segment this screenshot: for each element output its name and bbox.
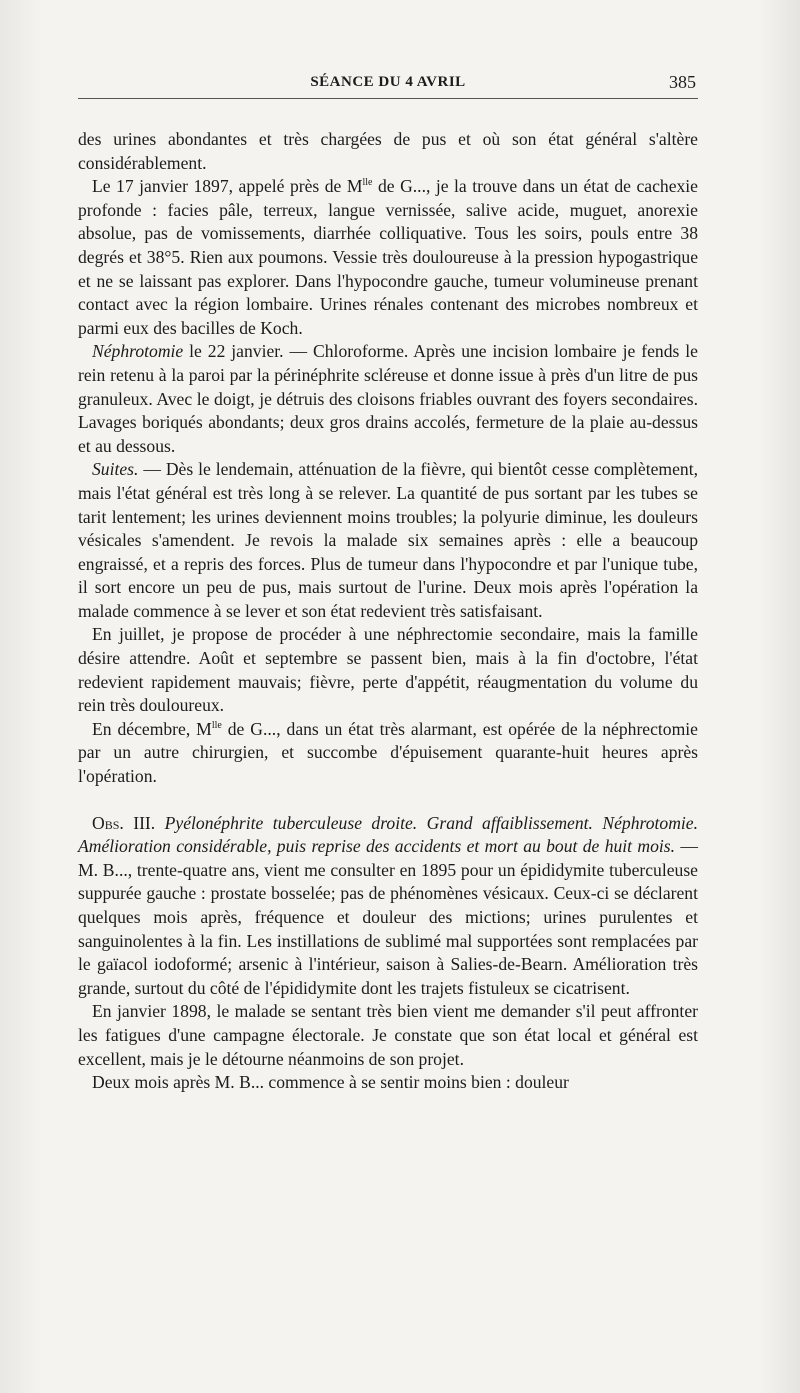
paragraph-text: Le 17 janvier 1897, appelé près de M (92, 176, 363, 197)
paragraph-text: En juillet, je propose de procéder à une néphrectomie secondaire, mais la famille désire attendre. Août et septembre se passent bien, mais à la fin d'octobre, l'état redevient rapidement mauvais; fièvre, perte d'appétit, réaugmentation du volume du rein très douloureux. (78, 624, 698, 716)
paragraph (78, 1000, 698, 1071)
paragraph-text: En janvier 1898, le malade se sentant très bien vient me demander s'il peut affronter les fatigues d'une campagne électorale. Je constate que son état local et général est excellent, mais je le détourne néanmoins de son projet. (78, 1001, 698, 1069)
paragraph-text: En décembre, M (92, 718, 212, 739)
paragraph (78, 1071, 698, 1095)
observation-paragraph (78, 812, 698, 1001)
paragraph-text: le 22 janvier. — Chloroforme. Après une incision lombaire je fends le rein retenu à la paroi par la périnéphrite scléreuse et donne issue à près d'un litre de pus granuleux. Avec le doigt, je détruis des cloisons friables ouvrant des foyers secondaires. Lavages boriqués abondants; deux gros drains accolés, fermeture de la plaie au-dessus et au dessous. (78, 341, 698, 456)
paragraph-text: des urines abondantes et très chargées de pus et où son état général s'altère considérablement. (78, 129, 698, 173)
body-text (78, 128, 698, 1095)
running-header (78, 72, 698, 99)
paragraph (78, 175, 698, 340)
observation-title: Pyélonéphrite tuberculeuse droite. Grand affaiblissement. Néphrotomie. Amélioration considérable, puis reprise des accidents et mort au bout de huit mois. (78, 812, 699, 857)
header-title: SÉANCE DU 4 AVRIL (310, 74, 466, 90)
paragraph (78, 340, 698, 458)
paragraph (78, 128, 698, 175)
superscript: lle (211, 719, 222, 731)
superscript: lle (362, 177, 373, 189)
paragraph-text: — M. B..., trente-quatre ans, vient me consulter en 1895 pour un épididymite tuberculeuse suppurée gauche : prostate bosselée; pas de phénomènes vésicaux. Ceux-ci se déclarent quelques mois après, fréquence et douleur des mictions; urines purulentes et sanguinolentes à la fin. Les instillations de sublimé mal supportées sont remplacées par le gaïacol iodoformé; arsenic à l'intérieur, saison à Salies-de-Bearn. Amélioration très grande, surtout du côté de l'épididymite dont les trajets fistuleux se cicatrisent. (78, 836, 698, 998)
paragraph (78, 623, 698, 717)
paragraph (78, 718, 698, 789)
italic-lead: Néphrotomie (92, 341, 184, 362)
paragraph-text: de G..., dans un état très alarmant, est opérée de la néphrectomie par un autre chirurgien, et succombe d'épuisement quarante-huit heures après l'opération. (78, 718, 698, 787)
italic-lead: Suites. (92, 459, 139, 480)
paragraph (78, 458, 698, 623)
page-number: 385 (669, 72, 696, 92)
observation-label: Obs. III. (92, 812, 156, 833)
paragraph-text: de G..., je la trouve dans un état de cachexie profonde : facies pâle, terreux, langue vernissée, salive acide, muguet, anorexie absolue, pas de vomissements, diarrhée colliquative. Tous les soirs, pouls entre 38 degrés et 38°5. Rien aux poumons. Vessie très douloureuse à la pression hypogastrique et ne se laissant pas explorer. Dans l'hypocondre gauche, tumeur volumineuse prenant contact avec la région lombaire. Urines rénales contenant des microbes nombreux et parmi eux des bacilles de Koch. (78, 176, 698, 338)
paragraph-text: Deux mois après M. B... commence à se sentir moins bien : douleur (92, 1072, 569, 1093)
paragraph-text: — Dès le lendemain, atténuation de la fièvre, qui bientôt cesse complètement, mais l'état général est très long à se relever. La quantité de pus sortant par les tubes se tarit lentement; les urines deviennent moins troubles; la polyurie diminue, les douleurs vésicales s'amendent. Je revois la malade six semaines après : elle a beaucoup engraissé, et a repris des forces. Plus de tumeur dans l'hypocondre et par l'unique tube, il sort encore un peu de pus, mais surtout de l'urine. Deux mois après l'opération la malade commence à se lever et son état redevient très satisfaisant. (78, 459, 698, 621)
